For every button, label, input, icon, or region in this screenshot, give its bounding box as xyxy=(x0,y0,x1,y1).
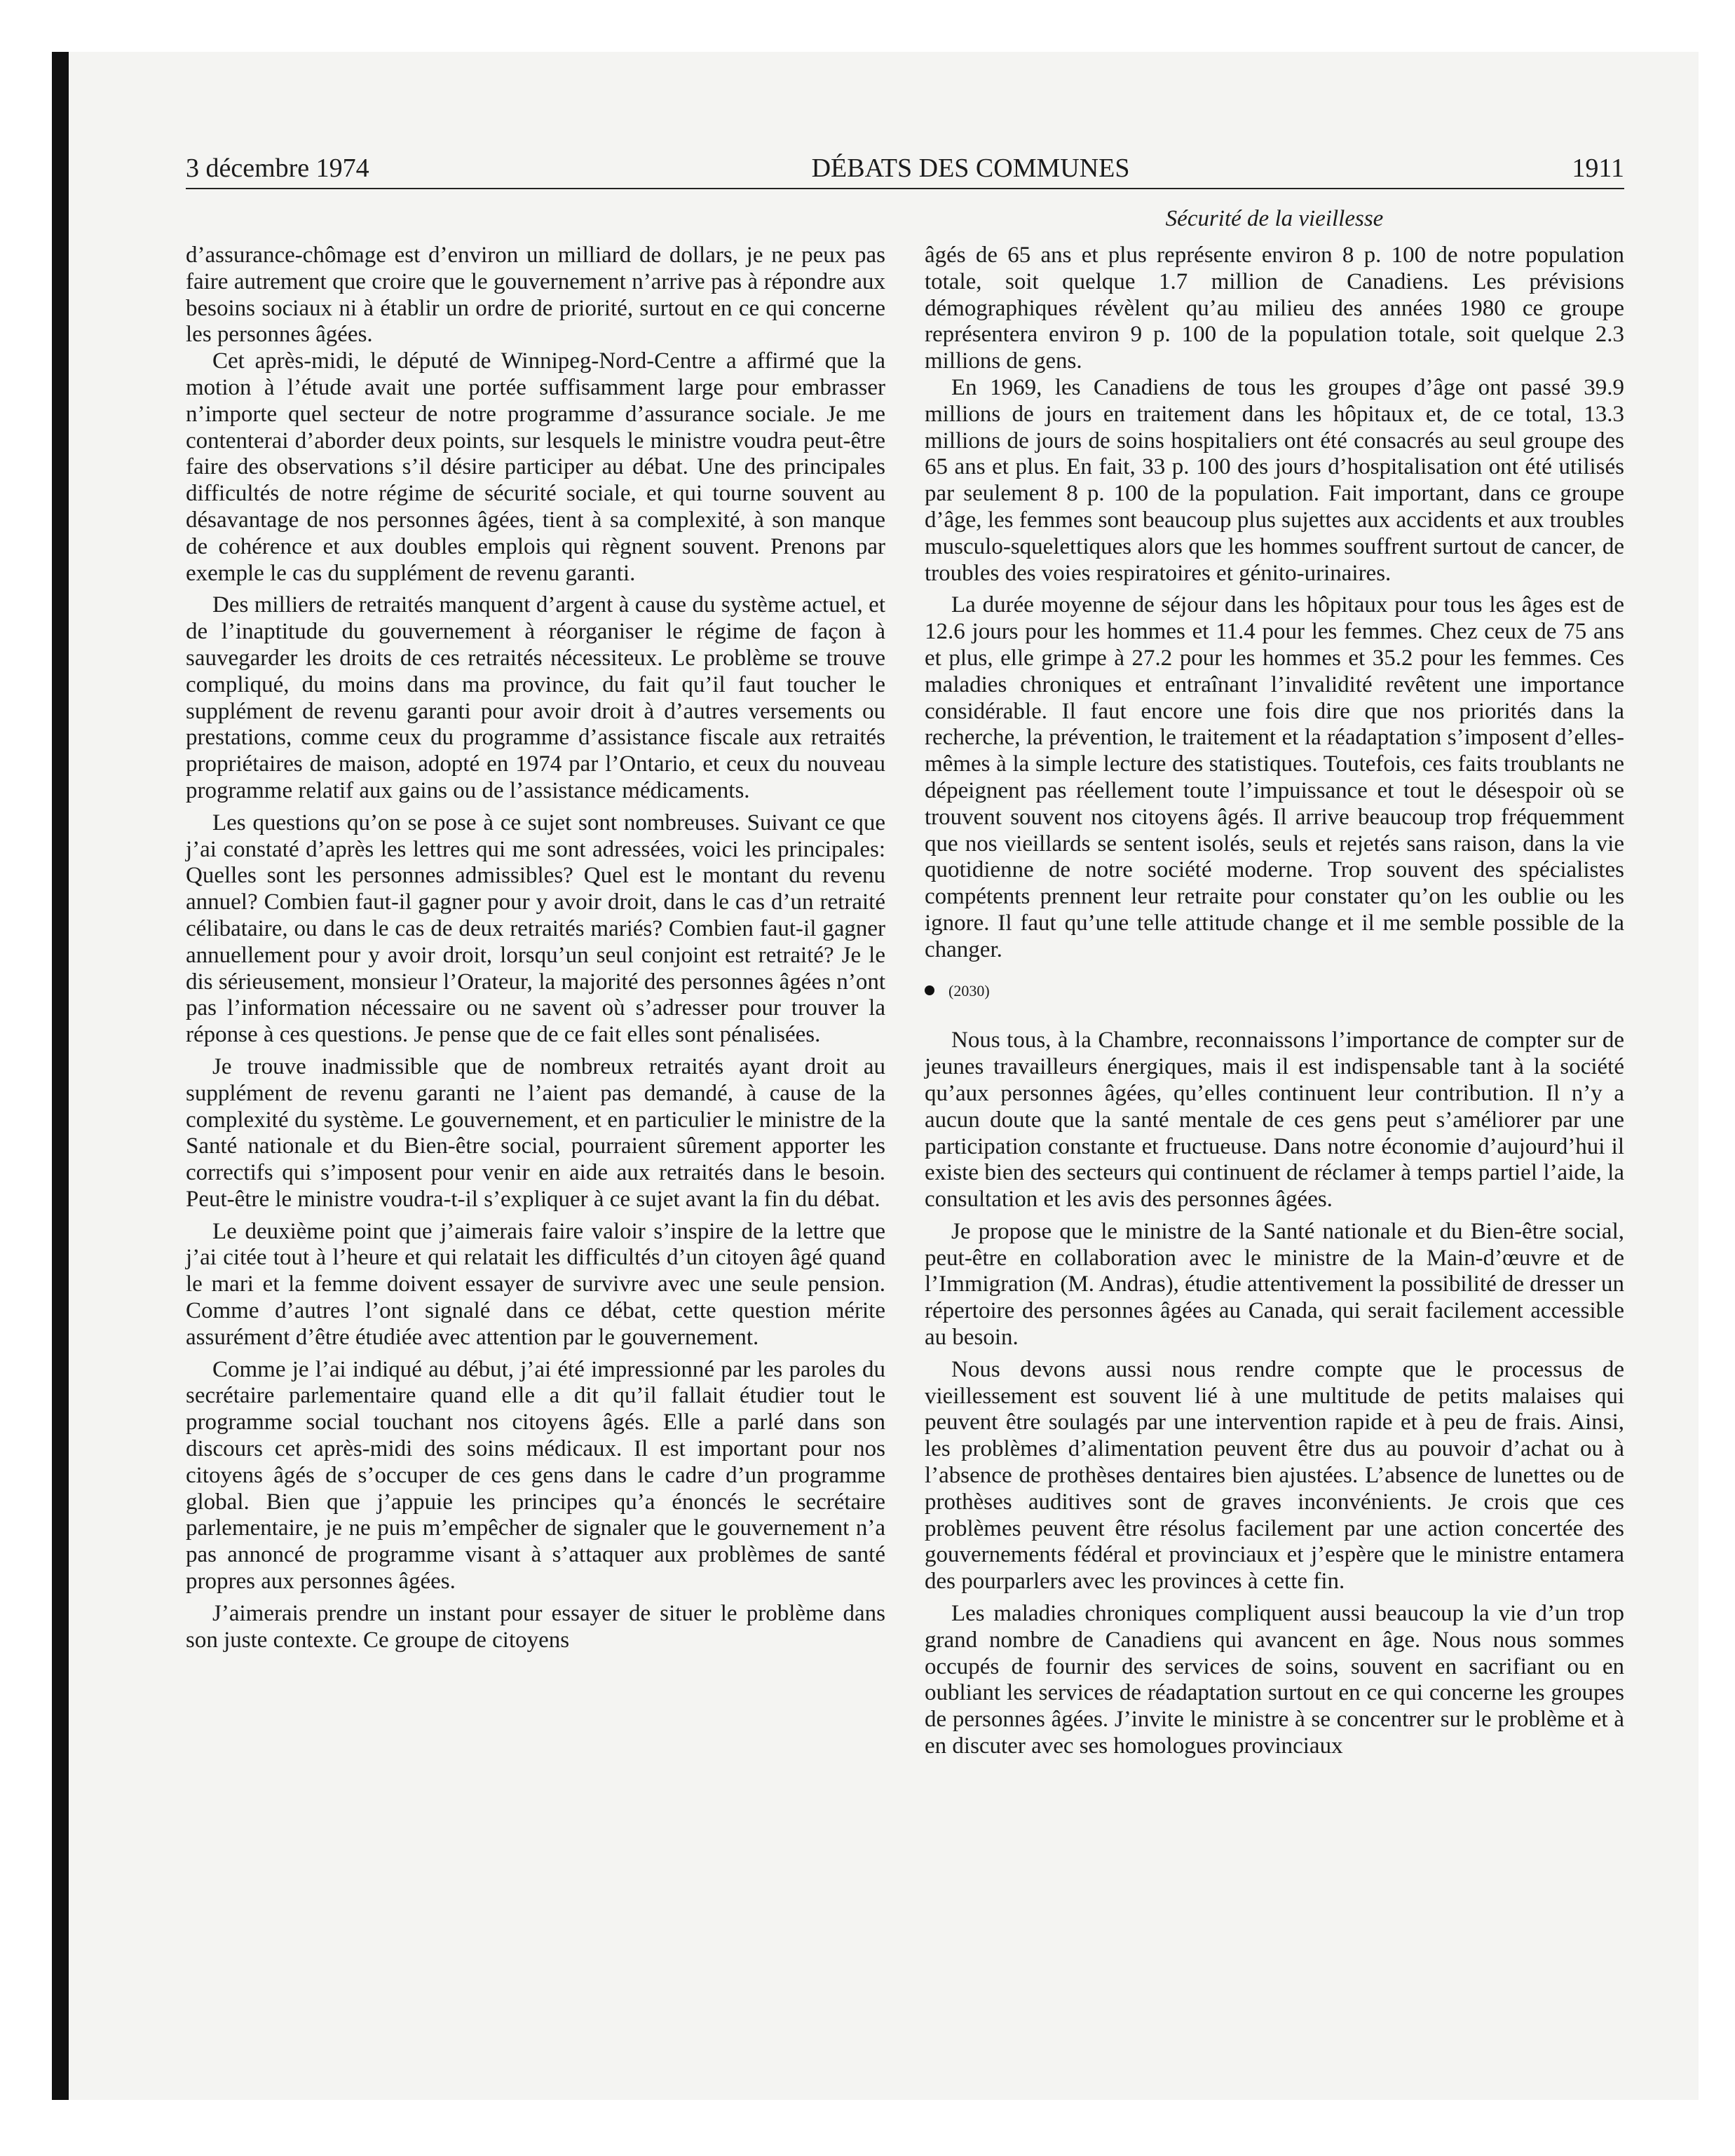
left-column xyxy=(186,243,885,1653)
paragraph: Je trouve inadmissible que de nombreux retraités ayant droit au supplément de revenu garanti ne l’aient pas demandé, à cause de la complexité du système. Le gouvernement, et en particulier le ministre de la Santé nationale et du Bien-être social, pourraient sûrement apporter les correctifs qui s’imposent pour venir en aide aux retraités dans le besoin. Peut-être le ministre voudra-t-il s’expliquer à ce sujet avant la fin du débat. xyxy=(186,1053,885,1212)
paragraph: Le deuxième point que j’aimerais faire valoir s’inspire de la lettre que j’ai citée tout à l’heure et qui relatait les difficultés d’un citoyen âgé quand le mari et la femme doivent essayer de survivre avec une seule pension. Comme d’autres l’ont signalé dans ce débat, cette question mérite assurément d’être étudiée avec attention par le gouvernement. xyxy=(186,1218,885,1350)
header-date: 3 décembre 1974 xyxy=(186,153,369,183)
paragraph: Nous tous, à la Chambre, reconnaissons l’importance de compter sur de jeunes travailleurs énergiques, mais il est indispensable tant à la société qu’aux personnes âgées, qu’elles continuent leur contribution. Il n’y a aucun doute que la santé mentale de ces gens peut s’améliorer par une participation constante et fructueuse. Dans notre économie d’aujourd’hui il existe bien des secteurs qui continuent de réclamer à temps partiel l’aide, la consultation et les avis des personnes âgées. xyxy=(925,1028,1624,1213)
paragraph: Les maladies chroniques compliquent aussi beaucoup la vie d’un trop grand nombre de Canadiens qui avancent en âge. Nous nous sommes occupés de fournir des services de soins, souvent en sacrifiant ou en oubliant les services de réadaptation surtout en ce qui concerne les groupes de personnes âgées. J’invite le ministre à se concentrer sur le problème et à en discuter avec ses homologues provinciaux xyxy=(925,1601,1624,1759)
paragraph: Comme je l’ai indiqué au début, j’ai été impressionné par les paroles du secrétaire parlementaire quand elle a dit qu’il fallait étudier tout le programme social touchant nos citoyens âgés. Elle a parlé dans son discours cet après-midi des soins médicaux. Il est important pour nos citoyens âgés de s’occuper de ces gens dans le cadre d’un programme global. Bien que j’appuie les principes qu’a énoncés le secrétaire parlementaire, je ne puis m’empêcher de signaler que le gouvernement n’a pas annoncé de programme visant à s’attaquer aux problèmes de santé propres aux personnes âgées. xyxy=(186,1356,885,1595)
page-header xyxy=(186,153,1624,184)
time-marker xyxy=(925,978,1624,1004)
paragraph: Je propose que le ministre de la Santé nationale et du Bien-être social, peut-être en collaboration avec le ministre de la Main-d’œuvre et de l’Immigration (M. Andras), étudie attentivement la possibilité de dresser un répertoire des personnes âgées au Canada, qui serait facilement accessible au besoin. xyxy=(925,1218,1625,1351)
paragraph: Les questions qu’on se pose à ce sujet sont nombreuses. Suivant ce que j’ai constaté d’après les lettres qui me sont adressées, voici les principales: Quelles sont les personnes admissibles? Quel est le montant du revenu annuel? Combien faut-il gagner pour y avoir droit, dans le cas d’un retraité célibataire, ou dans le cas de deux retraités mariés? Combien faut-il gagner annuellement pour y avoir droit, lorsqu’un seul conjoint est retraité? Je le dis sérieusement, monsieur l’Orateur, la majorité des personnes âgées n’ont pas l’information nécessaire ou ne savent où s’adresser pour trouver la réponse à ces questions. Je pense que de ce fait elles sont pénalisées. xyxy=(186,810,885,1048)
paragraph: Cet après-midi, le député de Winnipeg-Nord-Centre a affirmé que la motion à l’étude avait une portée suffisamment large pour embrasser n’importe quel secteur de notre programme d’assurance sociale. Je me contenterai d’aborder deux points, sur lesquels le ministre voudra peut-être faire des observations s’il désire participer au débat. Une des principales difficultés de notre régime de sécurité sociale, et qui tourne souvent au désavantage de nos personnes âgées, tient à sa complexité, à son manque de cohérence et aux doubles emplois qui règnent souvent. Prenons par exemple le cas du supplément de revenu garanti. xyxy=(186,348,885,586)
section-subtitle: Sécurité de la vieillesse xyxy=(1165,206,1384,231)
header-rule xyxy=(186,188,1624,189)
time-marker-label: (2030) xyxy=(948,981,990,999)
paragraph: d’assurance-chômage est d’environ un milliard de dollars, je ne peux pas faire autrement que croire que le gouvernement n’arrive pas à répondre aux besoins sociaux ni à établir un ordre de priorité, surtout en ce qui concerne les personnes âgées. xyxy=(186,243,885,348)
header-title: DÉBATS DES COMMUNES xyxy=(811,153,1130,183)
paragraph: J’aimerais prendre un instant pour essayer de situer le problème dans son juste contexte. Ce groupe de citoyens xyxy=(186,1600,885,1653)
bullet-icon xyxy=(925,985,934,995)
right-column xyxy=(925,243,1624,1760)
paragraph: Des milliers de retraités manquent d’argent à cause du système actuel, et de l’inaptitude du gouvernement à réorganiser le régime de façon à sauvegarder les droits de ces retraités nécessiteux. Le problème se trouve compliqué, du moins dans ma province, du fait qu’il faut toucher le supplément de revenu garanti pour avoir droit à d’autres versements ou prestations, comme ceux du programme d’assistance fiscale aux retraités propriétaires de maison, adopté en 1974 par l’Ontario, et ceux du nouveau programme relatif aux gains ou de l’assistance médicaments. xyxy=(186,592,885,803)
paragraph: En 1969, les Canadiens de tous les groupes d’âge ont passé 39.9 millions de jours en traitement dans les hôpitaux et, de ce total, 13.3 millions de jours de soins hospitaliers ont été consacrés au seul groupe des 65 ans et plus. En fait, 33 p. 100 des jours d’hospitalisation ont été utilisés par seulement 8 p. 100 de la population. Fait important, dans ce groupe d’âge, les femmes sont beaucoup plus sujettes aux accidents et aux troubles musculo-squelettiques alors que les hommes souffrent surtout de cancer, de troubles des voies respiratoires et génito-urinaires. xyxy=(925,374,1624,586)
paragraph: La durée moyenne de séjour dans les hôpitaux pour tous les âges est de 12.6 jours pour les hommes et 11.4 pour les femmes. Chez ceux de 75 ans et plus, elle grimpe à 27.2 pour les hommes et 35.2 pour les femmes. Ces maladies chroniques et entraînant l’invalidité revêtent une importance considérable. Il faut encore une fois dire que nos priorités dans la recherche, la prévention, le traitement et la réadaptation s’imposent d’elles-mêmes à la simple lecture des statistiques. Toutefois, ces faits troublants ne dépeignent pas réellement toute l’impuissance et tout le désespoir où se trouvent souvent nos citoyens âgés. Il arrive beaucoup trop fréquemment que nos vieillards se sentent isolés, seuls et rejetés sans raison, dans la vie quotidienne de notre société moderne. Trop souvent des spécialistes compétents prennent leur retraite pour constater qu’on les oublie ou les ignore. Il faut qu’une telle attitude change et il me semble possible de la changer. xyxy=(925,592,1624,962)
paragraph: âgés de 65 ans et plus représente environ 8 p. 100 de notre population totale, soit quelque 1.7 million de Canadiens. Les prévisions démographiques révèlent qu’au milieu des années 1980 ce groupe représentera environ 9 p. 100 de la population totale, soit quelque 2.3 millions de gens. xyxy=(925,243,1624,374)
paragraph: Nous devons aussi nous rendre compte que le processus de vieillessement est souvent lié à une multitude de petits malaises qui peuvent être soulagés par une intervention rapide et à peu de frais. Ainsi, les problèmes d’alimentation peuvent être dus au pouvoir d’achat ou à l’absence de prothèses dentaires bien ajustées. L’absence de lunettes ou de prothèses auditives sont de graves inconvénients. Je crois que ces problèmes peuvent être résolus facilement par une action concertée des gouvernements fédéral et provinciaux et j’espère que le ministre entamera des pourparlers avec les provinces à cette fin. xyxy=(925,1356,1624,1595)
header-page-number: 1911 xyxy=(1572,153,1624,183)
